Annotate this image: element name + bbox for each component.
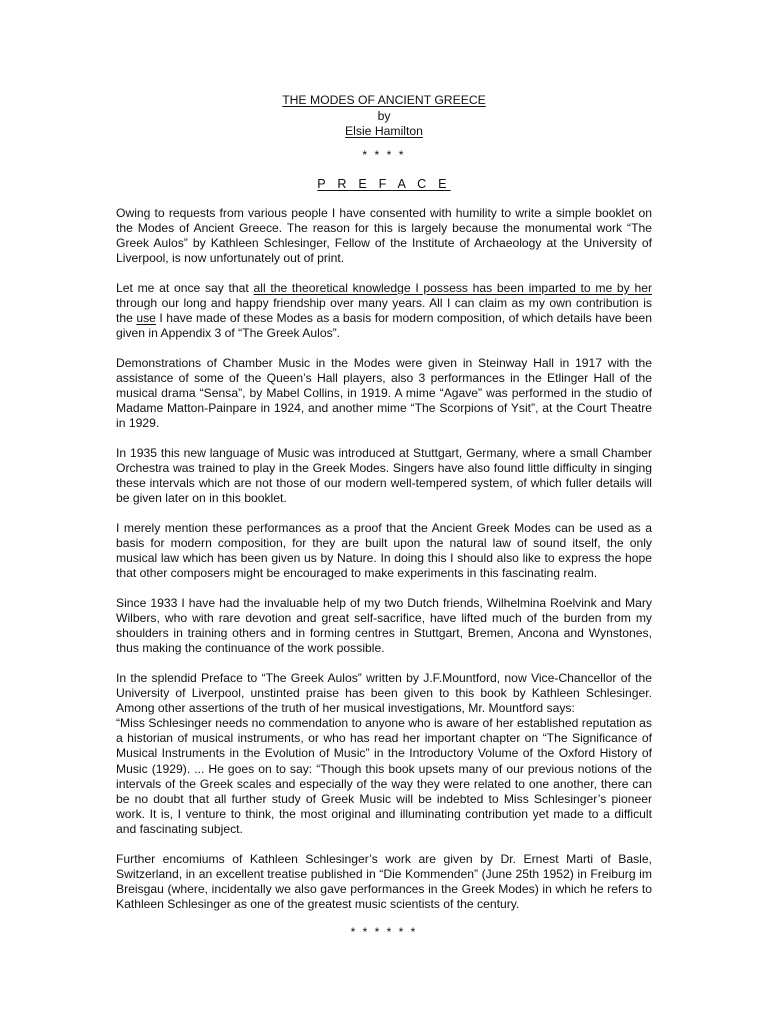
paragraph-2-text-e: I have made of these Modes as a basis for modern composition, of which details have been given in Appendix 3 of “The Greek Aulos”. bbox=[116, 310, 652, 340]
author-name: Elsie Hamilton bbox=[345, 124, 423, 138]
end-separator: * * * * * * bbox=[350, 924, 418, 939]
paragraph-9: Further encomiums of Kathleen Schlesinger’s work are given by Dr. Ernest Marti of Basle, Switzerland, in an excellent treatise published in “Die Kommenden” (June 25th 1952) in Freiburg im Breisgau (where, incidentally we also gave performances in the Greek Modes) in which he refers to Kathleen Schlesinger as one of the greatest music scientists of the century. bbox=[116, 851, 652, 911]
paragraph-2-underlined-knowledge: all the theoretical knowledge I possess has been imparted to me by her bbox=[253, 280, 652, 295]
paragraph-6: Since 1933 I have had the invaluable help of my two Dutch friends, Wilhelmina Roelvink and Mary Wilbers, who with rare devotion and great self-sacrifice, have lifted much of the burden from my shoulders in training others and in forming centres in Stuttgart, Bremen, Ancona and Wynstones, thus making the continuance of the work possible. bbox=[116, 595, 652, 656]
title-separator: * * * * bbox=[362, 147, 406, 162]
paragraph-1: Owing to requests from various people I have consented with humility to write a simple booklet on the Modes of Ancient Greece. The reason for this is largely because the monumental work “The Greek Aulos” by Kathleen Schlesinger, Fellow of the Institute of Archaeology at the University of Liverpool, is now unfortunately out of print. bbox=[116, 205, 652, 265]
paragraph-2-underlined-use: use bbox=[136, 310, 156, 325]
preface-body bbox=[116, 206, 652, 913]
paragraph-2-text-c: through our long and happy friendship over many years. All I can claim as my own contribution is the bbox=[116, 295, 652, 325]
paragraph-2 bbox=[116, 281, 652, 341]
paragraph-4: In 1935 this new language of Music was introduced at Stuttgart, Germany, where a small Chamber Orchestra was trained to play in the Greek Modes. Singers have also found little difficulty in singing these intervals which are not those of our modern well-tempered system, of which fuller details will be given later on in this booklet. bbox=[116, 445, 652, 506]
byline-by: by bbox=[377, 108, 391, 123]
document-title: THE MODES OF ANCIENT GREECE bbox=[282, 93, 486, 107]
paragraph-2-text-a: Let me at once say that bbox=[116, 280, 254, 295]
title-block bbox=[116, 93, 652, 193]
paragraph-3: Demonstrations of Chamber Music in the Modes were given in Steinway Hall in 1917 with the assistance of some of the Queen’s Hall players, also 3 performances in the Etlinger Hall of the musical drama “Sensa”, by Mabel Collins, in 1919. A mime “Agave” was performed in the studio of Madame Matton-Painpare in 1924, and another mime “The Scorpions of Ysit”, at the Court Theatre in 1929. bbox=[116, 355, 652, 430]
paragraph-7: In the splendid Preface to “The Greek Aulos” written by J.F.Mountford, now Vice-Chancellor of the University of Liverpool, unstinted praise has been given to this book by Kathleen Schlesinger. Among other assertions of the truth of her musical investigations, Mr. Mountford says: bbox=[116, 670, 652, 716]
paragraph-5: I merely mention these performances as a proof that the Ancient Greek Modes can be used as a basis for modern composition, for they are built upon the natural law of sound itself, the only musical law which has been given us by Nature. In doing this I should also like to express the hope that other composers might be encouraged to make experiments in this fascinating realm. bbox=[116, 520, 652, 581]
paragraph-8-quote: “Miss Schlesinger needs no commendation to anyone who is aware of her established reputation as a historian of musical instruments, or who has read her important chapter on “The Significance of Musical Instruments in the Evolution of Music” in the Introductory Volume of the Oxford History of Music (1929). ... He goes on to say: “Though this book upsets many of our previous notions of the intervals of the Greek scales and especially of the way they were related to one another, there can be no doubt that all further study of Greek Music will be indebted to Miss Schlesinger’s pioneer work. It is, I venture to think, the most original and illuminating contribution yet made to a difficult and fascinating subject. bbox=[116, 716, 652, 836]
preface-heading: P R E F A C E bbox=[317, 177, 451, 191]
